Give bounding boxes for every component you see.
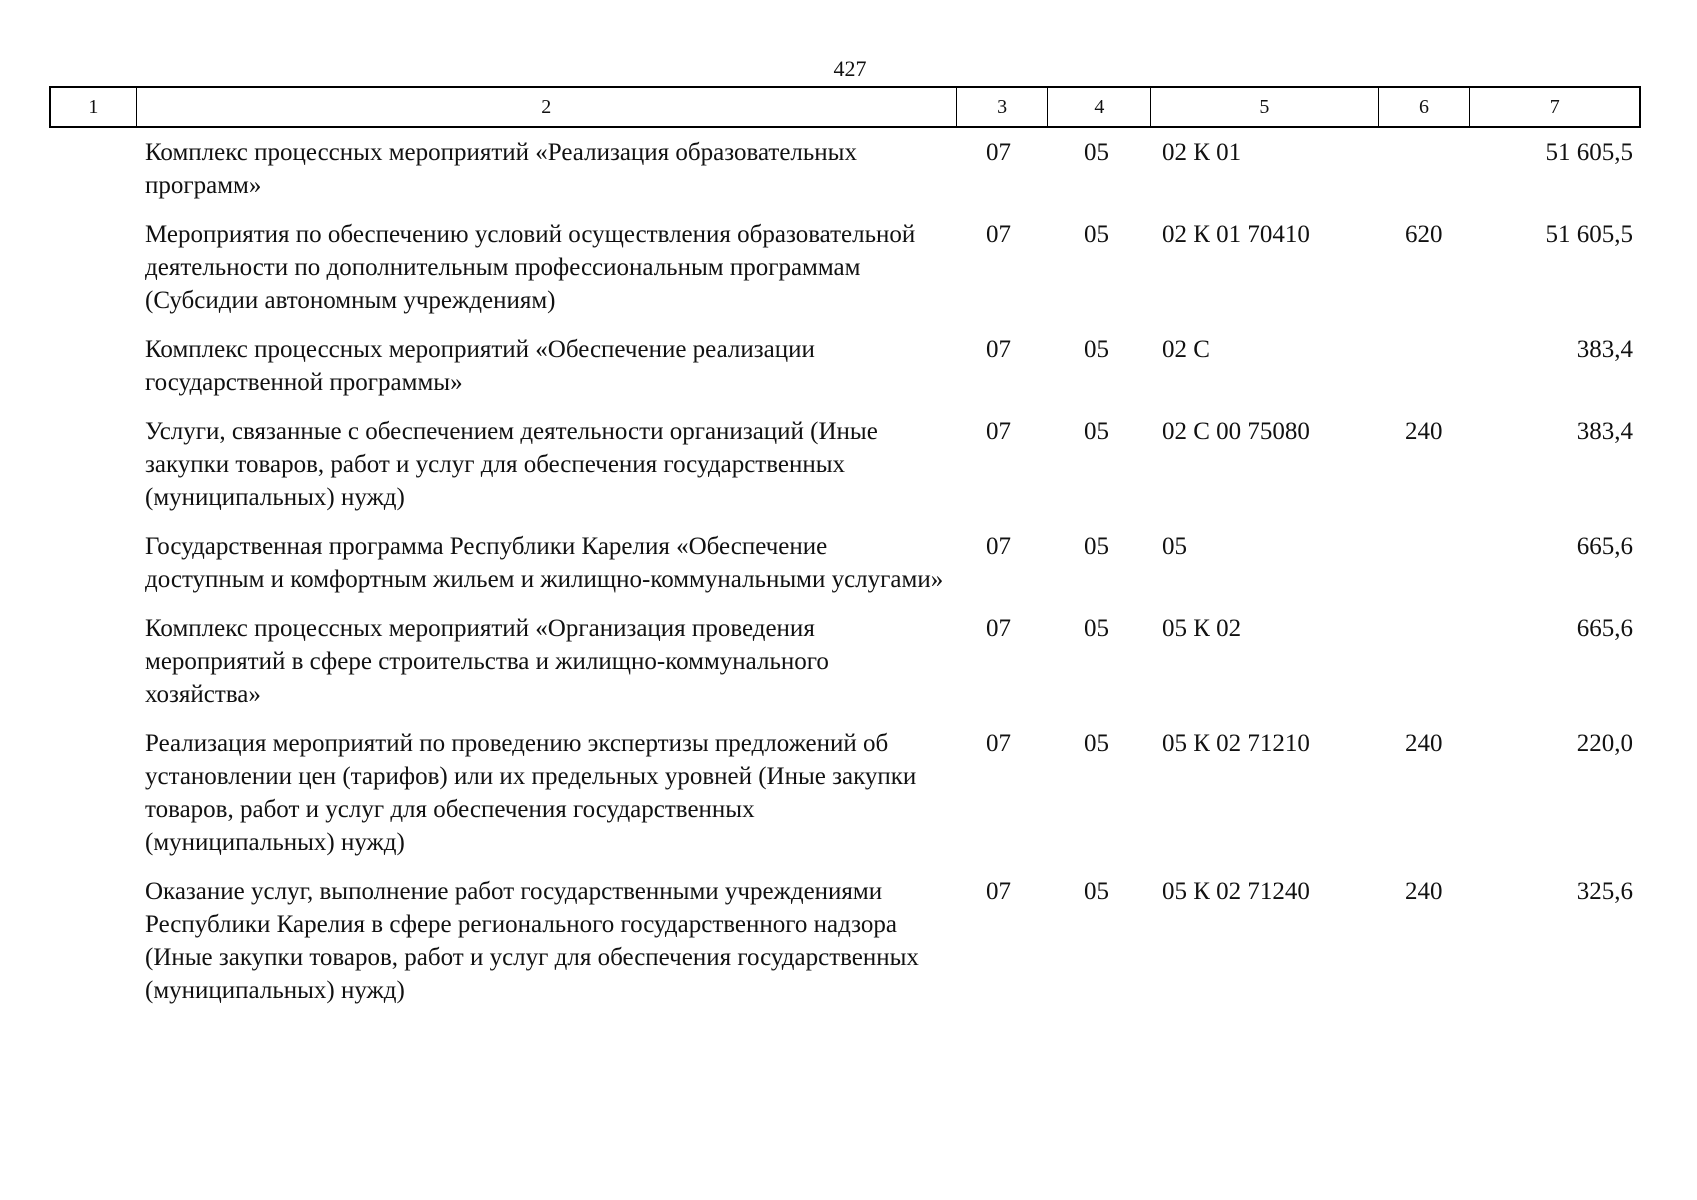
page-number: 427: [833, 56, 867, 81]
row-section: 07: [986, 221, 1011, 248]
row-name: Комплекс процессных мероприятий «Обеспечение реализации государственной программы»: [145, 336, 815, 396]
row-name: Комплекс процессных мероприятий «Организация проведения мероприятий в сфере строительства и жилищно-коммунального хозяйства»: [145, 615, 829, 708]
row-target-code: 05 К 02: [1162, 615, 1242, 642]
row-subsection: 05: [1084, 533, 1109, 560]
row-amount: 665,6: [1576, 615, 1633, 642]
row-target-code: 05: [1162, 533, 1187, 560]
header-cell: 7: [1549, 95, 1560, 118]
row-target-code: 02 К 01 70410: [1162, 221, 1310, 248]
table-row: [49, 530, 1641, 596]
table-row: [49, 333, 1641, 399]
row-subsection: 05: [1084, 878, 1109, 905]
row-index-cell: [49, 333, 135, 399]
row-amount: 383,4: [1576, 418, 1633, 445]
row-section: 07: [986, 615, 1011, 642]
row-expense-type: 240: [1405, 418, 1443, 445]
row-name: Услуги, связанные с обеспечением деятельности организаций (Иные закупки товаров, работ и услуг для обеспечения государственных (муниципальных) нужд): [145, 418, 878, 511]
row-name: Государственная программа Республики Карелия «Обеспечение доступным и комфортным жильем и жилищно-коммунальными услугами»: [145, 533, 944, 593]
row-amount: 665,6: [1576, 533, 1633, 560]
row-index-cell: [49, 727, 135, 859]
header-cell: 5: [1151, 88, 1378, 126]
table-row: [49, 875, 1641, 1007]
row-expense-type: [1380, 136, 1472, 202]
row-amount: 383,4: [1576, 336, 1633, 363]
table-body: [49, 136, 1641, 1023]
row-index-cell: [49, 530, 135, 596]
row-expense-type: [1380, 333, 1472, 399]
row-subsection: 05: [1084, 615, 1109, 642]
row-expense-type: 240: [1405, 878, 1443, 905]
row-index-cell: [49, 875, 135, 1007]
row-index-cell: [49, 136, 135, 202]
row-amount: 220,0: [1576, 730, 1633, 757]
row-expense-type: [1380, 612, 1472, 711]
row-section: 07: [986, 418, 1011, 445]
table-header: [49, 86, 1641, 128]
row-name: Оказание услуг, выполнение работ государственными учреждениями Республики Карелия в сфере регионального государственного надзора (Иные закупки товаров, работ и услуг для обеспечения государственных (муниципальных) нужд): [145, 878, 919, 1004]
row-expense-type: [1380, 530, 1472, 596]
row-amount: 51 605,5: [1545, 139, 1633, 166]
row-target-code: 05 К 02 71240: [1162, 878, 1310, 905]
row-index-cell: [49, 415, 135, 514]
row-section: 07: [986, 336, 1011, 363]
row-target-code: 05 К 02 71210: [1162, 730, 1310, 757]
row-section: 07: [986, 730, 1011, 757]
row-subsection: 05: [1084, 730, 1109, 757]
table-row: [49, 218, 1641, 317]
header-cell: 4: [1048, 88, 1151, 126]
row-index-cell: [49, 612, 135, 711]
table-row: [49, 727, 1641, 859]
row-index-cell: [49, 218, 135, 317]
row-amount: 51 605,5: [1545, 221, 1633, 248]
row-name: Мероприятия по обеспечению условий осуществления образовательной деятельности по дополнительным профессиональным программам (Субсидии автономным учреждениям): [145, 221, 916, 314]
header-cell: 6: [1379, 88, 1471, 126]
row-name: Реализация мероприятий по проведению экспертизы предложений об установлении цен (тарифов) или их предельных уровней (Иные закупки товаров, работ и услуг для обеспечения государственных (муниципальных) нужд): [145, 730, 917, 856]
header-cell: 3: [957, 88, 1049, 126]
row-name: Комплекс процессных мероприятий «Реализация образовательных программ»: [145, 139, 857, 199]
row-section: 07: [986, 878, 1011, 905]
header-cell: 2: [137, 88, 957, 126]
row-section: 07: [986, 139, 1011, 166]
table-row: [49, 136, 1641, 202]
row-subsection: 05: [1084, 418, 1109, 445]
row-subsection: 05: [1084, 221, 1109, 248]
row-expense-type: 620: [1405, 221, 1443, 248]
header-cell: 1: [51, 88, 137, 126]
row-target-code: 02 К 01: [1162, 139, 1242, 166]
table-row: [49, 612, 1641, 711]
row-expense-type: 240: [1405, 730, 1443, 757]
row-amount: 325,6: [1576, 878, 1633, 905]
row-target-code: 02 С: [1162, 336, 1210, 363]
table-row: [49, 415, 1641, 514]
row-section: 07: [986, 533, 1011, 560]
row-target-code: 02 С 00 75080: [1162, 418, 1310, 445]
row-subsection: 05: [1084, 139, 1109, 166]
row-subsection: 05: [1084, 336, 1109, 363]
